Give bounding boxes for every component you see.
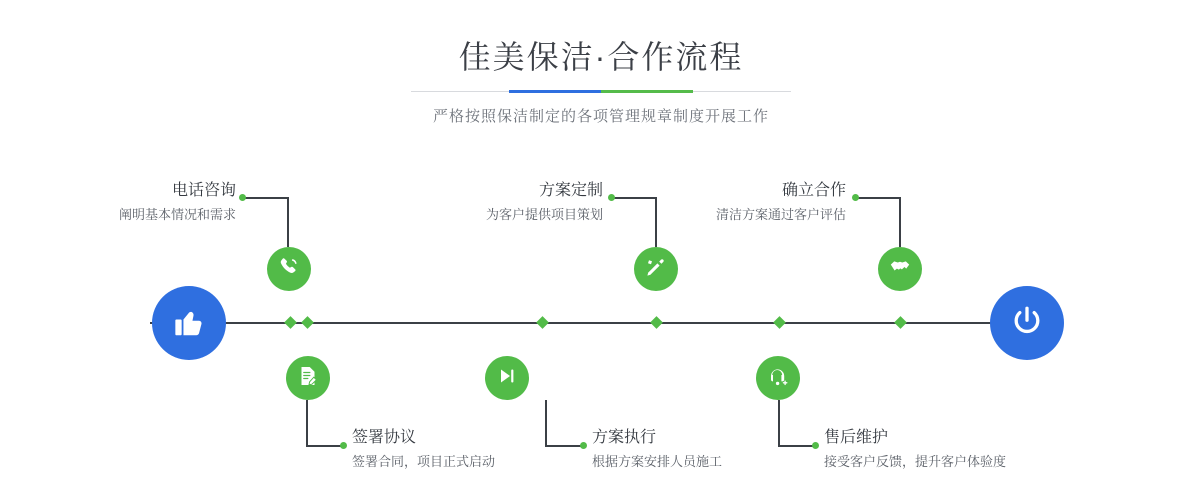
connector-line <box>287 197 289 247</box>
timeline-dot <box>536 316 549 329</box>
timeline-dot <box>301 316 314 329</box>
divider-accent-green <box>601 90 693 93</box>
connector-line <box>778 445 816 447</box>
divider-accent-blue <box>509 90 601 93</box>
page-subtitle: 严格按照保洁制定的各项管理规章制度开展工作 <box>432 108 769 125</box>
timeline-dot <box>284 316 297 329</box>
connector-endpoint <box>852 194 859 201</box>
timeline-dot <box>894 316 907 329</box>
connector-line <box>858 197 901 199</box>
flow-start-badge <box>152 286 226 360</box>
connector-endpoint <box>340 442 347 449</box>
connector-line <box>899 197 901 247</box>
timeline-dot <box>650 316 663 329</box>
handshake-icon <box>888 255 912 284</box>
headset-support-icon <box>766 364 790 393</box>
thumbs-up-icon <box>171 303 207 344</box>
page-header <box>0 34 1202 126</box>
step-node-5b[interactable] <box>878 247 922 291</box>
step-label-1 <box>86 180 236 225</box>
connector-line <box>655 197 657 247</box>
timeline-dot <box>773 316 786 329</box>
step-desc: 清洁方案通过客户评估 <box>715 207 846 222</box>
power-icon <box>1009 303 1045 344</box>
step-label-2 <box>352 427 495 472</box>
step-title: 售后维护 <box>824 429 889 446</box>
play-forward-icon <box>495 364 519 393</box>
phone-call-icon <box>277 255 301 284</box>
step-desc: 根据方案安排人员施工 <box>592 454 723 469</box>
connector-line <box>545 445 583 447</box>
step-label-6 <box>824 427 1006 472</box>
document-edit-icon <box>296 364 320 393</box>
step-node-1[interactable] <box>267 247 311 291</box>
step-node-3b[interactable] <box>634 247 678 291</box>
step-desc: 签署合同，项目正式启动 <box>352 454 496 469</box>
title-divider <box>411 90 791 93</box>
connector-line <box>778 400 780 446</box>
pen-ruler-icon <box>644 255 668 284</box>
step-desc: 为客户提供项目策划 <box>485 207 603 222</box>
step-title: 方案定制 <box>538 182 603 199</box>
step-node-3[interactable] <box>485 356 529 400</box>
process-flow-diagram <box>0 150 1202 490</box>
connector-endpoint <box>608 194 615 201</box>
connector-line <box>245 197 289 199</box>
connector-line <box>306 445 344 447</box>
step-desc: 阐明基本情况和需求 <box>118 207 236 222</box>
page-title: 佳美保洁·合作流程 <box>458 39 744 75</box>
step-node-5[interactable] <box>756 356 800 400</box>
step-title: 签署协议 <box>352 429 417 446</box>
flow-end-badge <box>990 286 1064 360</box>
step-label-4 <box>592 427 722 472</box>
step-label-3 <box>448 180 603 225</box>
connector-line <box>614 197 657 199</box>
connector-line <box>306 400 308 446</box>
connector-endpoint <box>239 194 246 201</box>
step-desc: 接受客户反馈，提升客户体验度 <box>824 454 1007 469</box>
step-title: 方案执行 <box>592 429 657 446</box>
step-title: 电话咨询 <box>171 182 236 199</box>
step-title: 确立合作 <box>781 182 846 199</box>
connector-endpoint <box>580 442 587 449</box>
step-label-5 <box>676 180 846 225</box>
step-node-2[interactable] <box>286 356 330 400</box>
connector-endpoint <box>812 442 819 449</box>
connector-line <box>545 400 547 446</box>
